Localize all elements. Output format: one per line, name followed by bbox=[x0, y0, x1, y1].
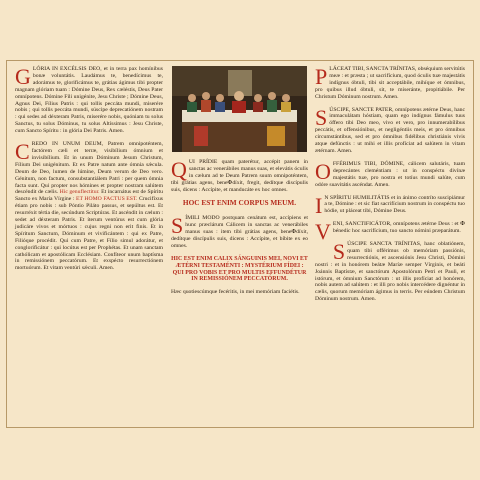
column-left bbox=[15, 66, 163, 278]
credo-text-2: Et incarnátus est de Spíritu Sancto ex María Vírgine : bbox=[15, 189, 163, 203]
drop-cap-c: C bbox=[15, 139, 30, 165]
offerimus-prayer bbox=[315, 158, 465, 189]
credo-rubric-genuflect: Hic genuflectitur. bbox=[59, 189, 100, 196]
qui-pridie-text: UI PRÍDIE quam paterétur, accépit panem in sanctas ac venerábiles manus suas, et elevátis óculis in cælum ad te Deum Patrem suum omnipoténtem, tibi grátias agens, bene✠díxit, fregit, dedítque discípulis suis, dicens : Accípite, et manducáte ex hoc omnes. bbox=[171, 159, 308, 193]
consecration-host: HOC EST ENIM CORPUS MEUM. bbox=[182, 197, 297, 207]
simili-modo-prayer bbox=[171, 215, 308, 250]
placeat-prayer bbox=[315, 66, 465, 101]
drop-cap-s: S bbox=[315, 104, 328, 130]
in-spiritu-text: N SPÍRITU HUMILITÁTIS et in ánimo contríto suscipiámur a te, Dómine : et sic fiat sacrifícium nostrum in conspéctu tuo hódie, ut pláceat tibi, Dómine Deus. bbox=[324, 194, 465, 215]
drop-cap-s: S bbox=[332, 239, 346, 265]
gloria-prayer bbox=[15, 66, 163, 135]
credo-rubric-homo-factus: ET HOMO FACTUS EST. bbox=[76, 196, 138, 203]
gloria-text: LÓRIA IN EXCÉLSIS DEO, et in terra pax homínibus bonæ voluntátis. Laudámus te, benedícimus te, adorámus te, glorificámus te, grátias ágimus tibi propter magnam glóriam tuam : Dómine Deus, Rex cæléstis, Deus Pater omnípotens. Dómine Fili unigénite, Jesu Christe ; Dómine Deus, Agnus Dei, Fílius Patris : qui tollis peccáta mundi, miserére nobis ; qui tollis peccáta mundi, súscipe deprecatiónem nostram : qui sedes ad déxteram Patris, miserére nobis, quóniam tu solus Sanctus, tu solus Dóminus, tu solus Altíssimus : Jesu Christe, cum Sancto Spíritu : in glória Dei Patris. Amen. bbox=[15, 66, 163, 135]
offerimus-text: FFÉRIMUS TIBI, DÓMINE, cálicem salutáris, tuam deprecántes cleméntiam : ut in conspéctu divínæ majestátis tuæ, pro nostra et totíus mundi salúte, cum odóre suavitátis ascéndat. Amen. bbox=[315, 160, 465, 188]
credo-text-3: Crucifíxus étiam pro nobis : sub Póntio Piláto passus, et sepúltus est. Et resurréxit tértia die, secúndum Scriptúras. Et ascéndit in cælum : sedet ad déxteram Patris. Et íterum ventúrus est cum glória judicáre vivos et mórtuos : cujus regni non erit finis. Et in Spíritum Sanctum, Dóminum et vivificántem : qui ex Patre, Filióque procédit. Qui cum Patre, et Fílio simul adorátur, et conglorificátur : qui locútus est per Prophétas. Et unam sanctam cathólicam et apostólicam Ecclésiam. Confíteor unum baptísma in remissiónem peccatórum. Et exspécto resurrectiónem mortuórum. Et vitam ventúri sǽculi. Amen. bbox=[15, 196, 163, 272]
drop-cap-p: P bbox=[315, 64, 328, 89]
placeat-text: LÁCEAT TIBI, SANCTA TRÍNITAS, obséquium servitútis meæ : et præsta ; ut sacrifícium, quod óculis tuæ majestátis indígnus óbtuli, tibi sit acceptábile, mihíque et ómnibus, pro quibus illud óbtuli, sit, te miseránte, propitiábile. Per Christum Dóminum nostrum. Amen. bbox=[315, 66, 465, 100]
last-supper-image bbox=[172, 66, 307, 152]
haec-quotiescumque: Hæc quotiescúmque fecéritis, in mei memóriam faciétis. bbox=[171, 289, 300, 296]
veni-text: ENI, SANCTIFICÁTOR, omnípotens ætérne Deus : et ✠ bénedic hoc sacrifícium, tuo sancto nómini præparátum. bbox=[332, 221, 465, 235]
drop-cap-q: Q bbox=[171, 157, 187, 182]
simili-modo-text: ÍMILI MODO postquam cenátum est, accípiens et hunc præclárum Cálicem in sanctas ac venerábiles manus suas : item tibi grátias agens, bene✠díxit, dedítque discípulis suis, dicens : Accípite, et bíbite ex eo omnes. bbox=[171, 215, 308, 250]
drop-cap-s: S bbox=[171, 213, 184, 239]
last-supper-painting bbox=[172, 66, 307, 152]
column-center bbox=[171, 66, 308, 302]
suscipe-trinitas-text: ÚSCIPE SANCTA TRÍNITAS, hanc oblatiónem, quam tibi offérimus ob memóriam passiónis, resurrectiónis, et ascensiónis Jesu Christi, Dómini nostri : et in honórem beátæ Maríæ semper Vírginis, et beáti Joánnis Baptístæ, et sanctórum Apostolórum Petri et Pauli, et istórum, et ómnium Sanctórum : ut illis profíciat ad honórem, nobis autem ad salútem : et illi pro nobis intercédere dignéntur in cælis, quorum memóriam ágimus in terris. Per eúndem Christum Dóminum nostrum. Amen. bbox=[315, 241, 465, 303]
credo-prayer bbox=[15, 141, 163, 272]
qui-pridie-prayer bbox=[171, 159, 308, 194]
suscipe-pater-prayer bbox=[315, 104, 465, 155]
column-right bbox=[315, 66, 465, 309]
consecration-chalice: HIC EST ENIM CALIX SÁNGUINIS MEI, NOVI ET ÆTÉRNI TESTAMÉNTI : MYSTÉRIUM FÍDEI : QUI PRO VOBIS ET PRO MULTIS EFFUNDÉTUR IN REMISSIÓNEM PECCATÓRUM. bbox=[171, 255, 308, 283]
drop-cap-g: G bbox=[15, 64, 31, 89]
in-spiritu-prayer bbox=[315, 192, 465, 218]
drop-cap-o: O bbox=[315, 158, 331, 184]
suscipe-pater-text: ÚSCIPE, SANCTE PATER, omnípotens ætérne Deus, hanc immaculátam hóstiam, quam ego indígnus fámulus tuus óffero tibi Deo meo, vivo et vero, pro innumerabílibus peccátis, et offensiónibus, et negligéntiis meis, et pro ómnibus circumstántibus, sed et pro ómnibus fidélibus christiánis vivis atque defúnctis : ut mihi et illis profíciat ad salútem in vitam ætérnam. Amen. bbox=[315, 106, 465, 154]
drop-cap-i: I bbox=[315, 192, 323, 218]
suscipe-trinitas-prayer bbox=[315, 241, 465, 303]
drop-cap-v: V bbox=[315, 219, 331, 245]
credo-text-1: REDO IN UNUM DEUM, Patrem omnipoténtem, factórem cæli et terræ, visibílium ómnium et invisibílium. Et in unum Dóminum Jesum Christum, Fílium Dei unigénitum. Et ex Patre natum ante ómnia sǽcula. Deum de Deo, lumen de lúmine, Deum verum de Deo vero. Génitum, non factum, consubstantiálem Patri : per quem ómnia facta sunt. Qui propter nos hómines et propter nostram salútem descéndit de cælis. bbox=[15, 141, 163, 196]
veni-prayer bbox=[315, 219, 465, 245]
